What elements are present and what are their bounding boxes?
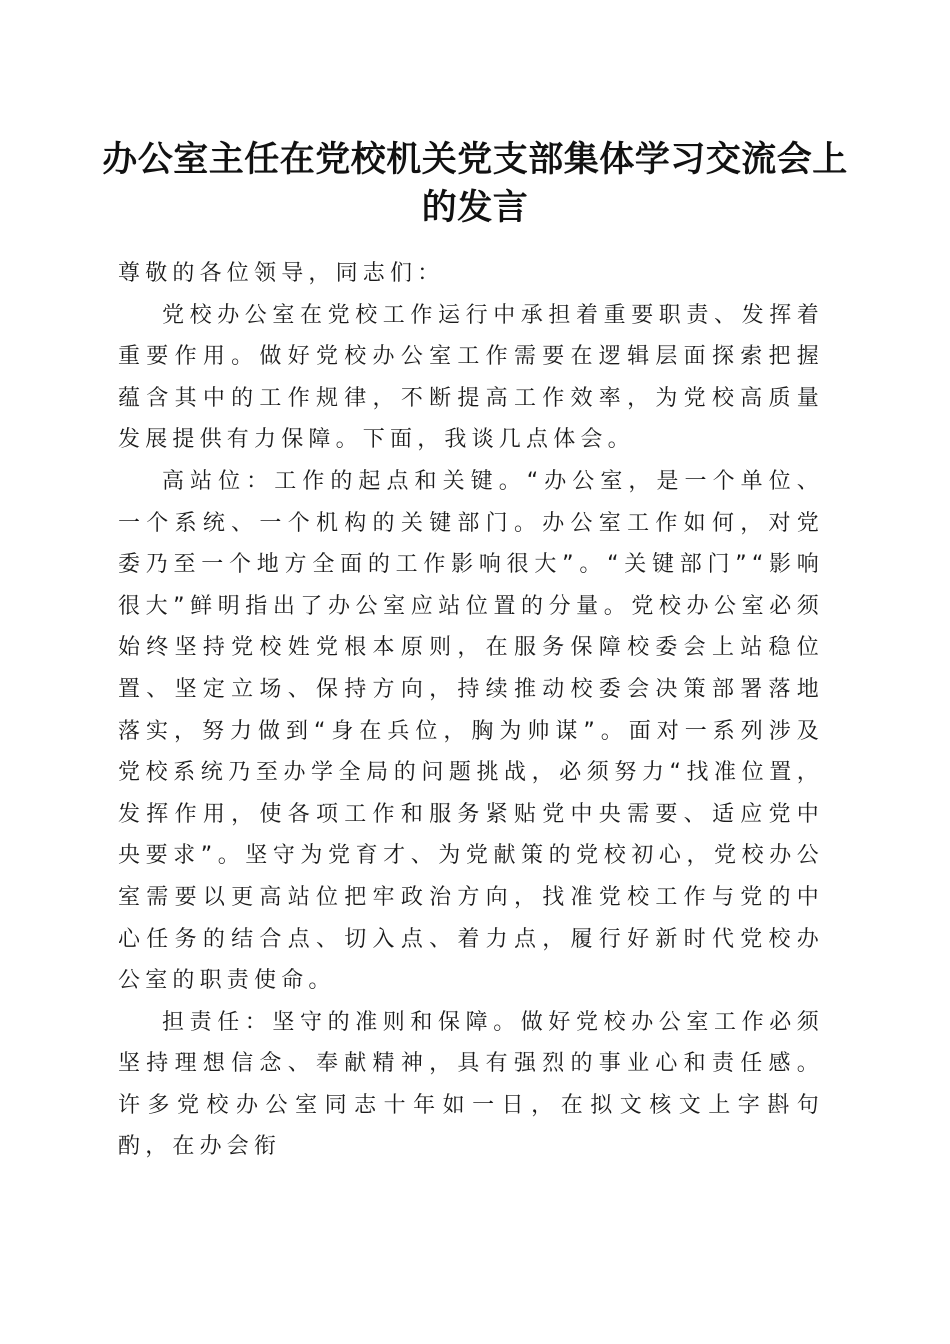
paragraph-intro: 党校办公室在党校工作运行中承担着重要职责、发挥着重要作用。做好党校办公室工作需要在逻辑层面探索把握蕴含其中的工作规律，不断提高工作效率，为党校高质量发展提供有力保障。下面，我谈几点体会。 <box>118 302 824 453</box>
paragraph-responsibility: 担责任：坚守的准则和保障。做好党校办公室工作必须坚持理想信念、奉献精神，具有强烈的事业心和责任感。许多党校办公室同志十年如一日，在拟文核文上字斟句酌，在办会衔 <box>118 1009 824 1160</box>
salutation: 尊敬的各位领导，同志们： <box>118 261 445 286</box>
paragraph-high-standpoint: 高站位：工作的起点和关键。“办公室，是一个单位、一个系统、一个机构的关键部门。办公室工作如何，对党委乃至一个地方全面的工作影响很大”。“关键部门”“影响很大”鲜明指出了办公室应站位置的分量。党校办公室必须始终坚持党校姓党根本原则，在服务保障校委会上站稳位置、坚定立场、保持方向，持续推动校委会决策部署落地落实，努力做到“身在兵位，胸为帅谋”。面对一系列涉及党校系统乃至办学全局的问题挑战，必须努力“找准位置，发挥作用，使各项工作和服务紧贴党中央需要、适应党中央要求”。坚守为党育才、为党献策的党校初心，党校办公室需要以更高站位把牢政治方向，找准党校工作与党的中心任务的结合点、切入点、着力点，履行好新时代党校办公室的职责使命。 <box>118 468 824 994</box>
document-title: 办公室主任在党校机关党支部集体学习交流会上的发言 <box>102 139 848 228</box>
document-body <box>118 253 824 1168</box>
